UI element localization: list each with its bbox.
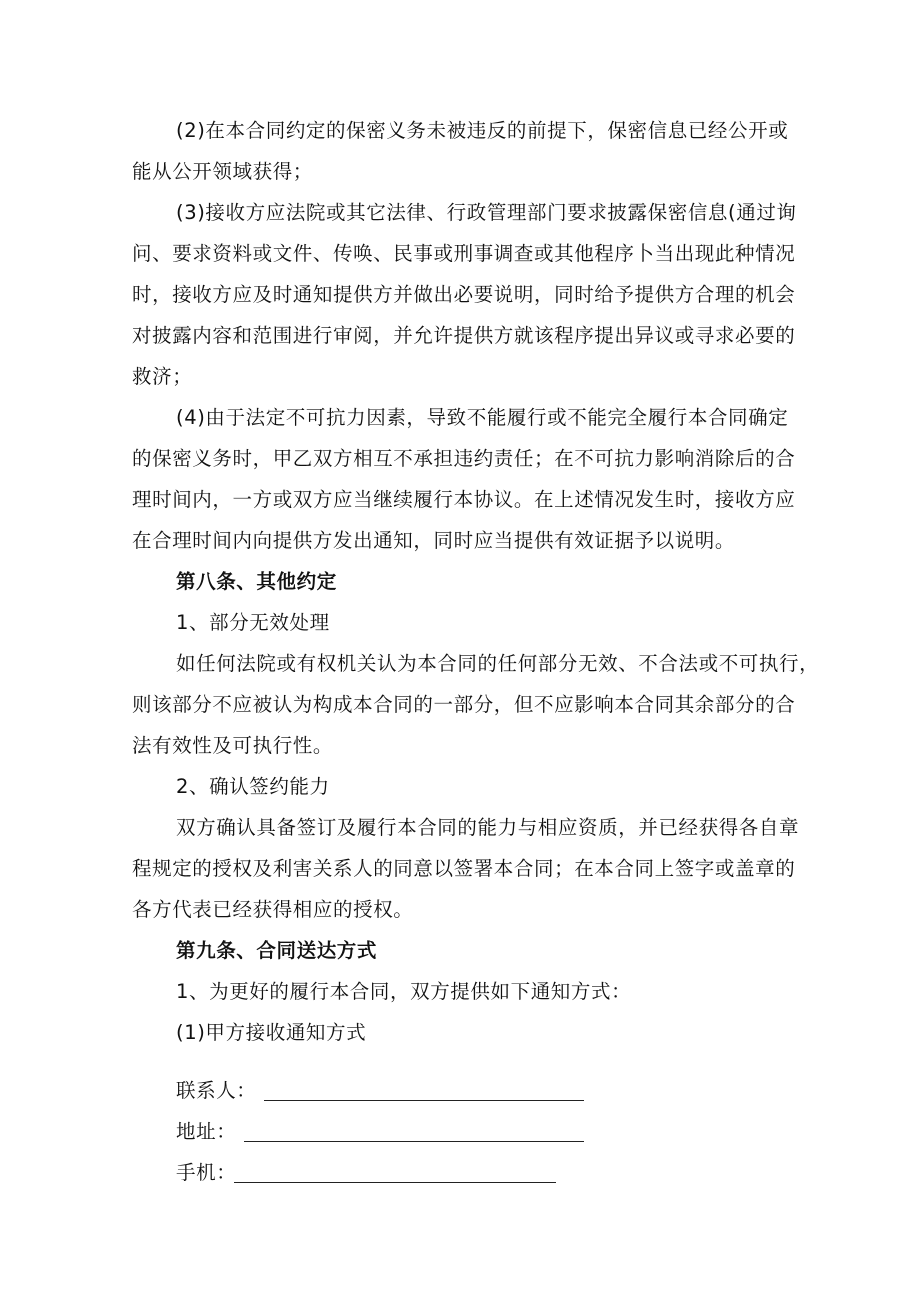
article-8-item-2-body-line-2: 程规定的授权及利害关系人的同意以签署本合同；在本合同上签字或盖章的 [132,857,796,880]
contact-field [176,1074,596,1108]
paragraph-2-line-1: (2)在本合同约定的保密义务未被违反的前提下，保密信息已经公开或 [176,119,789,142]
paragraph-4-line-4: 在合理时间内向提供方发出通知，同时应当提供有效证据予以说明。 [132,529,736,552]
paragraph-3-line-5: 救济； [132,365,193,388]
address-field [176,1115,596,1149]
article-8-item-1-title: 1、部分无效处理 [176,611,330,634]
paragraph-4-line-3: 理时间内，一方或双方应当继续履行本协议。在上述情况发生时，接收方应 [132,488,796,511]
article-8-item-1-body-line-2: 则该部分不应被认为构成本合同的一部分，但不应影响本合同其余部分的合 [132,693,796,716]
paragraph-4-line-1: (4)由于法定不可抗力因素，导致不能履行或不能完全履行本合同确定 [176,406,789,429]
paragraph-3-line-2: 问、要求资料或文件、传唤、民事或刑事调查或其他程序卜当出现此种情况 [132,242,796,265]
phone-blank-line [234,1182,556,1183]
article-8-item-1-body-line-3: 法有效性及可执行性。 [132,734,334,757]
party-a-notice-title: (1)甲方接收通知方式 [176,1021,367,1044]
article-8-item-2-title: 2、确认签约能力 [176,775,330,798]
article-8-item-2-body-line-3: 各方代表已经获得相应的授权。 [132,898,414,921]
paragraph-2-line-2: 能从公开领域获得； [132,160,313,183]
phone-field [176,1156,596,1190]
paragraph-4-line-2: 的保密义务时，甲乙双方相互不承担违约责任；在不可抗力影响消除后的合 [132,447,796,470]
contact-label: 联系人： [176,1079,257,1102]
phone-label: 手机： [176,1161,237,1184]
article-8-item-2-body-line-1: 双方确认具备签订及履行本合同的能力与相应资质，并已经获得各自章 [176,816,800,839]
paragraph-3-line-4: 对披露内容和范围进行审阅，并允许提供方就该程序提出异议或寻求必要的 [132,324,796,347]
paragraph-3-line-3: 时，接收方应及时通知提供方并做出必要说明，同时给予提供方合理的机会 [132,283,796,306]
article-9-heading: 第九条、合同送达方式 [176,939,378,962]
article-8-heading: 第八条、其他约定 [176,570,337,593]
contact-blank-line [264,1100,584,1101]
paragraph-3-line-1: (3)接收方应法院或其它法律、行政管理部门要求披露保密信息(通过询 [176,201,797,224]
address-blank-line [244,1141,584,1142]
address-label: 地址： [176,1120,237,1143]
article-8-item-1-body-line-1: 如任何法院或有权机关认为本合同的任何部分无效、不合法或不可执行， [176,652,820,675]
article-9-item-1: 1、为更好的履行本合同，双方提供如下通知方式： [176,980,632,1003]
